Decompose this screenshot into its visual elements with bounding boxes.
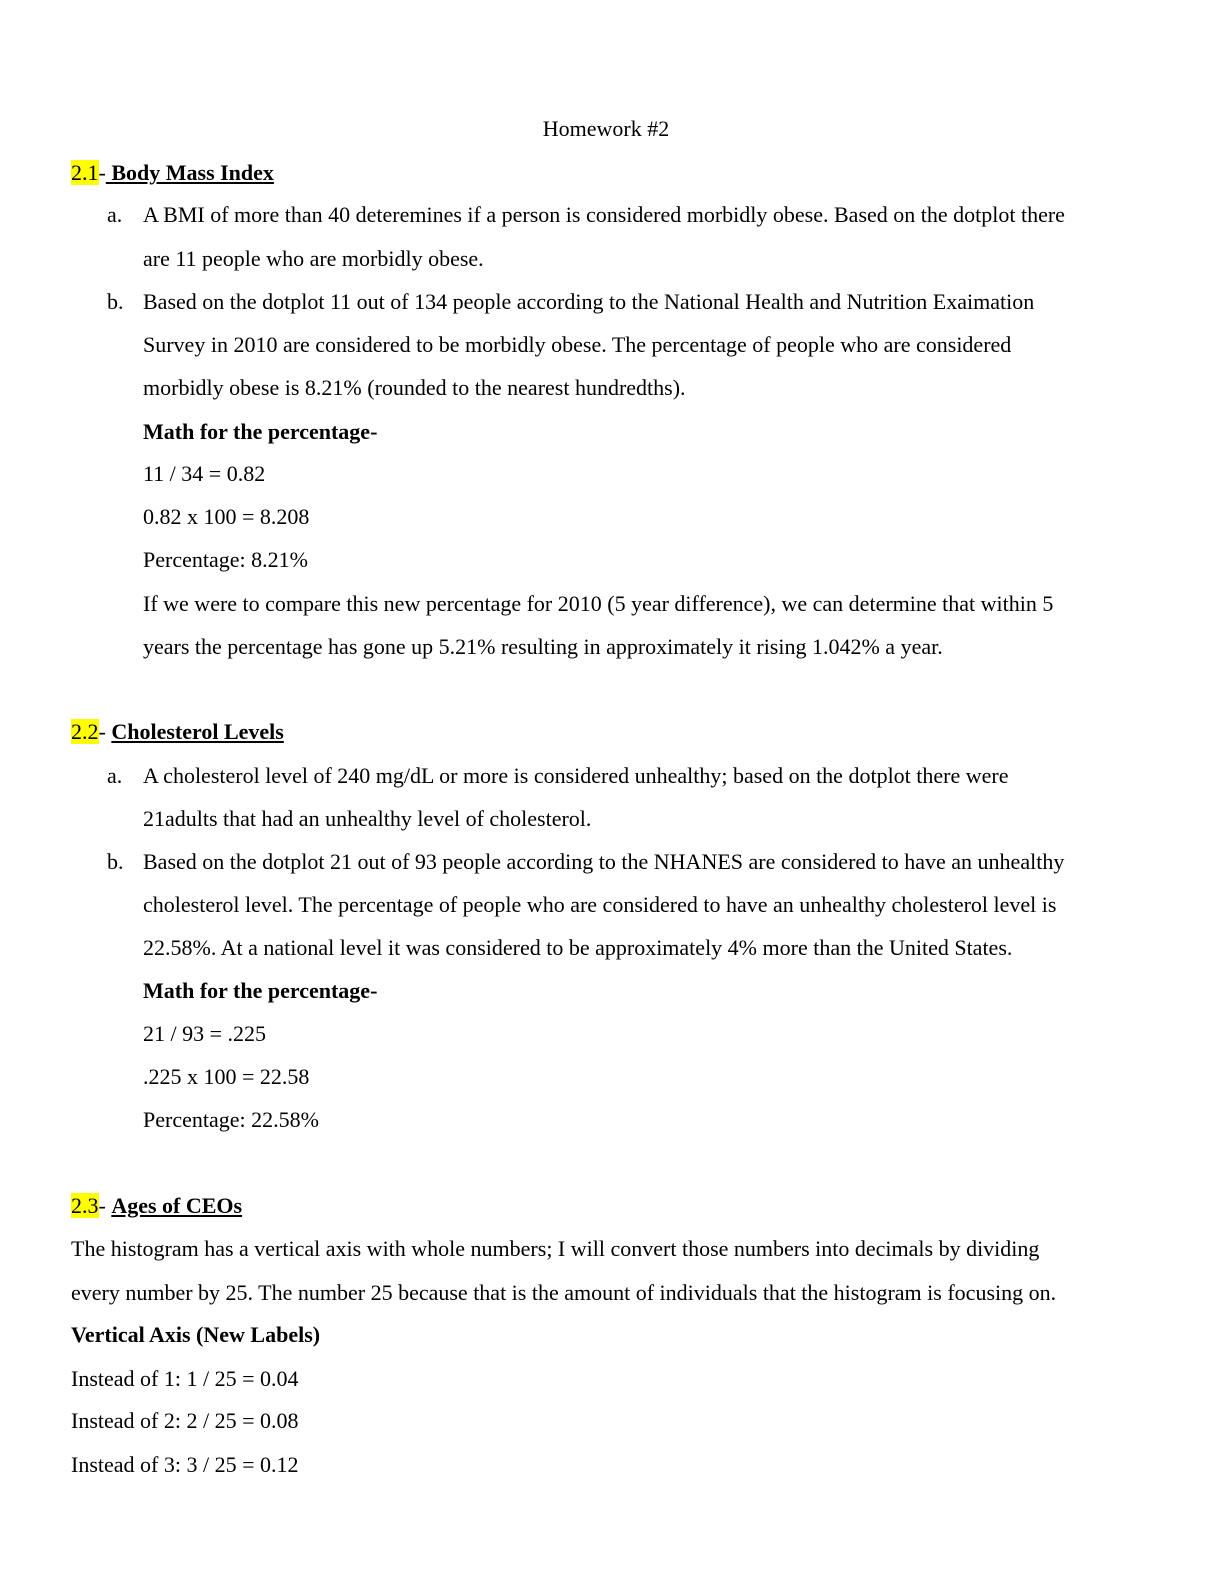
math-line: 11 / 34 = 0.82 bbox=[143, 461, 266, 486]
document-title: Homework #2 bbox=[542, 116, 670, 141]
label-line: Instead of 3: 3 / 25 = 0.12 bbox=[71, 1452, 299, 1477]
paragraph-line: every number by 25. The number 25 because that is the amount of individuals that the histogram is focusing on. bbox=[71, 1280, 1057, 1305]
paragraph-line: A cholesterol level of 240 mg/dL or more is considered unhealthy; based on the dotplot there were bbox=[143, 763, 1009, 788]
list-marker: a. bbox=[107, 202, 123, 227]
section-separator: - bbox=[98, 719, 112, 744]
list-marker: a. bbox=[107, 763, 123, 788]
paragraph-line: morbidly obese is 8.21% (rounded to the nearest hundredths). bbox=[143, 375, 686, 400]
paragraph-line: 22.58%. At a national level it was considered to be approximately 4% more than the United States. bbox=[143, 935, 1013, 960]
section-heading-2-2 bbox=[71, 719, 284, 745]
math-heading: Math for the percentage- bbox=[143, 419, 378, 444]
section-title: Body Mass Index bbox=[105, 160, 274, 185]
math-line: Percentage: 8.21% bbox=[143, 547, 308, 572]
math-heading: Math for the percentage- bbox=[143, 978, 378, 1003]
list-marker: b. bbox=[107, 289, 124, 314]
paragraph-line: Based on the dotplot 11 out of 134 people according to the National Health and Nutrition Exaimation bbox=[143, 289, 1035, 314]
list-marker: b. bbox=[107, 849, 124, 874]
paragraph-line: The histogram has a vertical axis with whole numbers; I will convert those numbers into decimals by dividing bbox=[71, 1236, 1040, 1261]
math-line: .225 x 100 = 22.58 bbox=[143, 1064, 310, 1089]
label-line: Instead of 1: 1 / 25 = 0.04 bbox=[71, 1366, 299, 1391]
section-separator: - bbox=[98, 1193, 112, 1218]
section-title: Cholesterol Levels bbox=[111, 719, 284, 744]
section-heading-2-3 bbox=[71, 1193, 242, 1219]
section-title: Ages of CEOs bbox=[111, 1193, 243, 1218]
section-number-highlight: 2.2 bbox=[71, 719, 99, 744]
paragraph-line: years the percentage has gone up 5.21% resulting in approximately it rising 1.042% a year. bbox=[143, 634, 943, 659]
section-separator: - bbox=[98, 160, 106, 185]
paragraph-line: Survey in 2010 are considered to be morbidly obese. The percentage of people who are considered bbox=[143, 332, 1012, 357]
math-line: 21 / 93 = .225 bbox=[143, 1021, 267, 1046]
paragraph-line: A BMI of more than 40 deteremines if a person is considered morbidly obese. Based on the dotplot there bbox=[143, 202, 1065, 227]
subheading: Vertical Axis (New Labels) bbox=[71, 1322, 321, 1347]
paragraph-line: 21adults that had an unhealthy level of cholesterol. bbox=[143, 806, 592, 831]
section-number-highlight: 2.3 bbox=[71, 1193, 99, 1218]
section-heading-2-1 bbox=[71, 160, 274, 186]
paragraph-line: are 11 people who are morbidly obese. bbox=[143, 246, 484, 271]
section-number-highlight: 2.1 bbox=[71, 160, 99, 185]
math-line: 0.82 x 100 = 8.208 bbox=[143, 504, 310, 529]
math-line: Percentage: 22.58% bbox=[143, 1107, 319, 1132]
label-line: Instead of 2: 2 / 25 = 0.08 bbox=[71, 1408, 299, 1433]
paragraph-line: If we were to compare this new percentage for 2010 (5 year difference), we can determine that within 5 bbox=[143, 591, 1054, 616]
paragraph-line: Based on the dotplot 21 out of 93 people according to the NHANES are considered to have an unhealthy bbox=[143, 849, 1065, 874]
paragraph-line: cholesterol level. The percentage of people who are considered to have an unhealthy cholesterol level is bbox=[143, 892, 1057, 917]
